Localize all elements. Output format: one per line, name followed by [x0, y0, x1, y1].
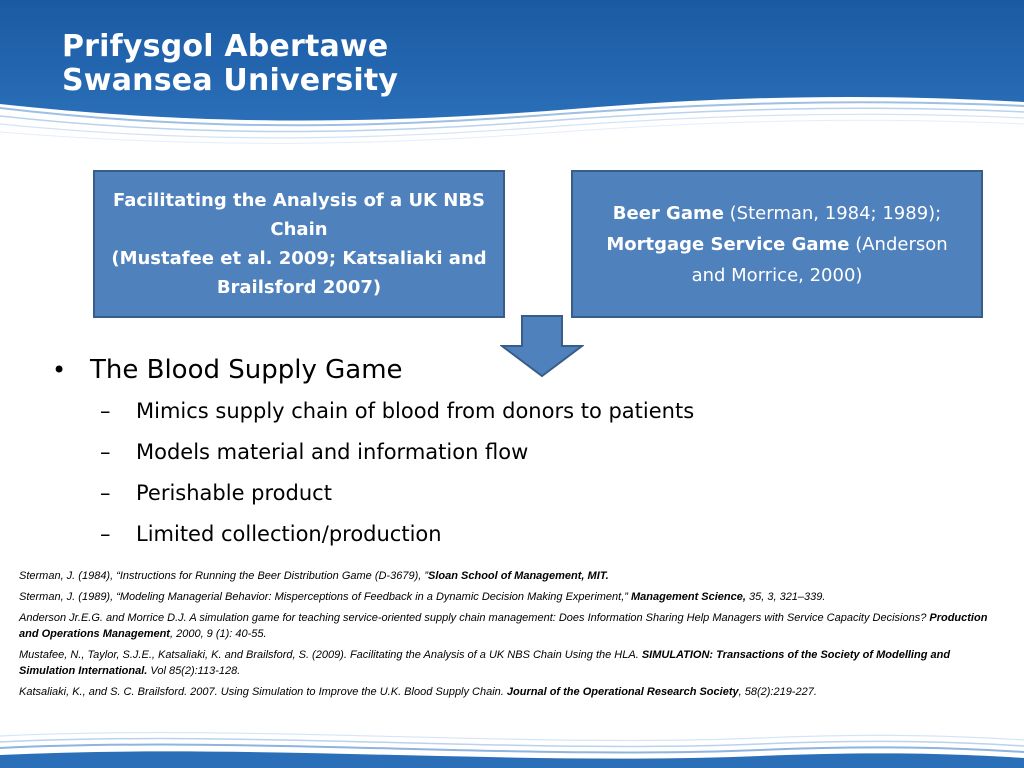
beer-game-citation: (Sterman, 1984; 1989); [723, 202, 942, 224]
sub-bullet-text: Mimics supply chain of blood from donors to patients [136, 398, 695, 423]
reference-details: , 2000, 9 (1): 40-55. [169, 628, 267, 640]
reference-item [19, 568, 1009, 584]
reference-item [19, 647, 1009, 679]
bullet-list [52, 350, 694, 554]
bullet-marker: • [52, 356, 67, 384]
reference-text: Mustafee, N., Taylor, S.J.E., Katsaliaki, K. and Brailsford, S. (2009). Facilitating the Analysis of a UK NBS Chain Using the HLA. [19, 649, 642, 661]
logo-welsh-name: Prifysgol Abertawe [62, 29, 389, 64]
reference-details: 35, 3, 321–339. [745, 591, 826, 603]
nbs-chain-box [93, 170, 505, 318]
sub-bullet-dash: – [100, 480, 111, 505]
reference-details: , 58(2):219-227. [738, 686, 817, 698]
sub-bullet [100, 513, 694, 554]
bullet-main [52, 350, 694, 390]
reference-source: Journal of the Operational Research Society [506, 686, 739, 698]
beer-game-label: Beer Game [612, 202, 724, 224]
reference-details: Vol 85(2):113-128. [147, 665, 241, 677]
nbs-box-line-2: Chain [270, 219, 328, 240]
beer-game-box [571, 170, 983, 318]
sub-bullet [100, 390, 694, 431]
reference-text: Katsaliaki, K., and S. C. Brailsford. 2007. Using Simulation to Improve the U.K. Blood Supply Chain. [19, 686, 507, 698]
reference-item [19, 589, 1009, 605]
header-banner [0, 0, 1024, 150]
sub-bullet [100, 431, 694, 472]
reference-text: Anderson Jr.E.G. and Morrice D.J. A simulation game for teaching service-oriented supply chain management: Does Information Sharing Help Managers with Service Capacity Decisions? [19, 612, 930, 624]
logo-english-name: Swansea University [62, 63, 399, 98]
reference-source: SIMULATION: Transactions of the Society of Modelling and Simulation International. [19, 649, 951, 677]
sub-bullet-text: Models material and information flow [136, 439, 529, 464]
sub-bullet-text: Limited collection/production [136, 521, 442, 546]
bullet-main-text: The Blood Supply Game [90, 355, 403, 385]
university-logo [62, 30, 398, 98]
sub-bullet [100, 472, 694, 513]
sub-bullet-dash: – [100, 521, 111, 546]
mortgage-game-citation-cont: and Morrice, 2000) [691, 264, 863, 286]
sub-bullet-dash: – [100, 398, 111, 423]
mortgage-game-citation: (Anderson [849, 233, 948, 255]
footer-wave-graphic [0, 722, 1024, 768]
reference-text: Sterman, J. (1984), “Instructions for Running the Beer Distribution Game (D-3679), ” [19, 570, 429, 582]
sub-bullet-dash: – [100, 439, 111, 464]
nbs-box-line-3: (Mustafee et al. 2009; Katsaliaki and [111, 248, 487, 269]
reference-text: Sterman, J. (1989), “Modeling Managerial Behavior: Misperceptions of Feedback in a Dynamic Decision Making Experiment,” [19, 591, 631, 603]
reference-item [19, 684, 1009, 700]
reference-source: Management Science, [631, 591, 746, 603]
references [19, 568, 1009, 705]
reference-source: Production and Operations Management [19, 612, 988, 640]
nbs-box-line-4: Brailsford 2007) [216, 277, 382, 298]
footer-wave [0, 722, 1024, 768]
mortgage-game-label: Mortgage Service Game [606, 233, 850, 255]
nbs-box-line-1: Facilitating the Analysis of a UK NBS [112, 190, 486, 211]
sub-bullet-text: Perishable product [136, 480, 332, 505]
reference-source: Sloan School of Management, MIT. [428, 570, 609, 582]
reference-item [19, 610, 1009, 642]
